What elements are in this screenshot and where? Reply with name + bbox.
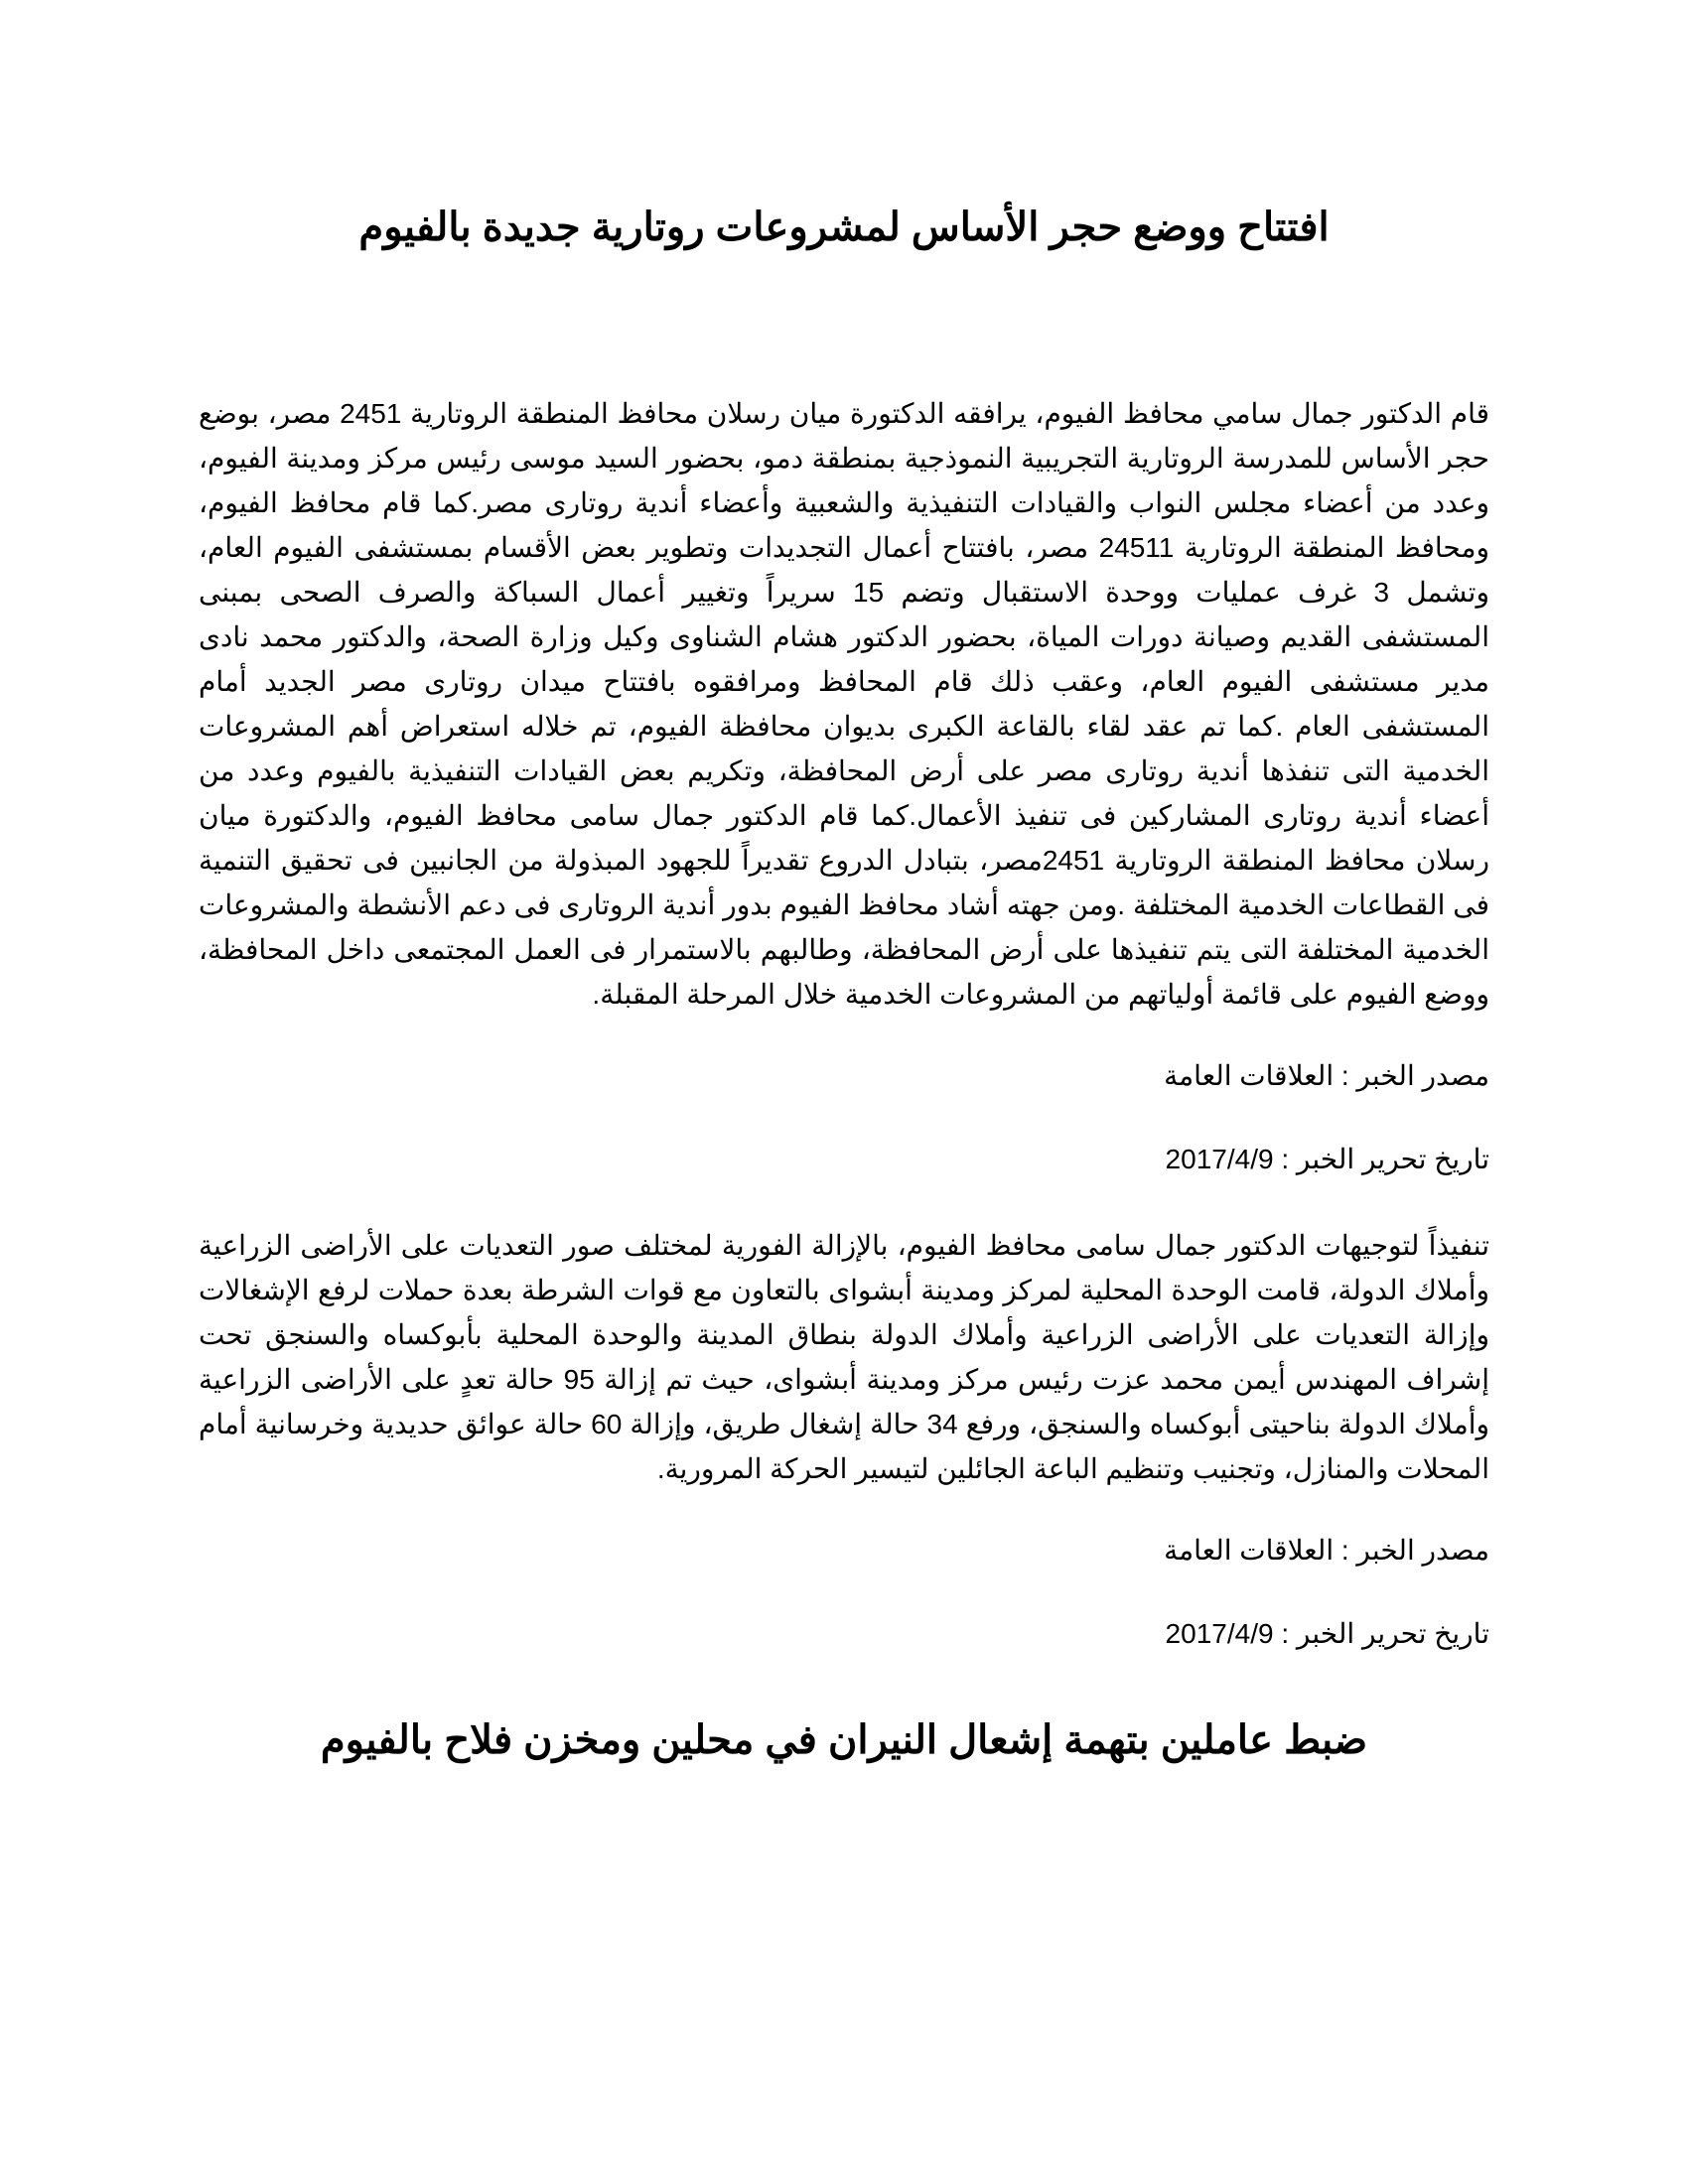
news-source: مصدر الخبر : العلاقات العامة (1164, 1535, 1489, 1566)
article-body: تنفيذاً لتوجيهات الدكتور جمال سامى محافظ الفيوم، بالإزالة الفورية لمختلف صور التعديات على الأراضى الزراعية وأملاك الدولة، قامت الوحدة المحلية لمركز ومدينة أبشواى بالتعاون مع قوات الشرطة بعدة حملات لرفع الإشغالات وإزالة التعديات على الأراضى الزراعية وأملاك الدولة بنطاق المدينة والوحدة المحلية بأبوكساه والسنجق تحت إشراف المهندس أيمن محمد عزت رئيس مركز ومدينة أبشواى، حيث تم إزالة 95 حالة تعدٍ على الأراضى الزراعية وأملاك الدولة بناحيتى أبوكساه والسنجق، ورفع 34 حالة إشغال طريق، وإزالة 60 حالة عوائق حديدية وخرسانية أمام المحلات والمنازل، وتجنيب وتنظيم الباعة الجائلين لتيسير الحركة المرورية. (199, 1230, 1489, 1484)
article-title: ضبط عاملين بتهمة إشعال النيران في محلين ومخزن فلاح بالفيوم (320, 1718, 1368, 1762)
news-source: مصدر الخبر : العلاقات العامة (1164, 1060, 1489, 1091)
article-body: قام الدكتور جمال سامي محافظ الفيوم، يرافقه الدكتورة ميان رسلان محافظ المنطقة الروتارية 2451 مصر، بوضع حجر الأساس للمدرسة الروتارية التجريبية النموذجية بمنطقة دمو، بحضور السيد موسى رئيس مركز ومدينة الفيوم، وعدد من أعضاء مجلس النواب والقيادات التنفيذية والشعبية وأعضاء أندية روتارى مصر.كما قام محافظ الفيوم، ومحافظ المنطقة الروتارية 24511 مصر، بافتتاح أعمال التجديدات وتطوير بعض الأقسام بمستشفى الفيوم العام، وتشمل 3 غرف عمليات ووحدة الاستقبال وتضم 15 سريراً وتغيير أعمال السباكة والصرف الصحى بمبنى المستشفى القديم وصيانة دورات المياة، بحضور الدكتور هشام الشناوى وكيل وزارة الصحة، والدكتور محمد نادى مدير مستشفى الفيوم العام، وعقب ذلك قام المحافظ ومرافقوه بافتتاح ميدان روتارى مصر الجديد أمام المستشفى العام .كما تم عقد لقاء بالقاعة الكبرى بديوان محافظة الفيوم، تم خلاله استعراض أهم المشروعات الخدمية التى تنفذها أندية روتارى مصر على أرض المحافظة، وتكريم بعض القيادات التنفيذية بالفيوم وعدد من أعضاء أندية روتارى المشاركين فى تنفيذ الأعمال.كما قام الدكتور جمال سامى محافظ الفيوم، والدكتورة ميان رسلان محافظ المنطقة الروتارية 2451مصر، بتبادل الدروع تقديراً للجهود المبذولة من الجانبين فى تحقيق التنمية فى القطاعات الخدمية المختلفة .ومن جهته أشاد محافظ الفيوم بدور أندية الروتارى فى دعم الأنشطة والمشروعات الخدمية المختلفة التى يتم تنفيذها على أرض المحافظة، وطالبهم بالاستمرار فى العمل المجتمعى داخل المحافظة، ووضع الفيوم على قائمة أولياتهم من المشروعات الخدمية خلال المرحلة المقبلة. (199, 398, 1490, 1010)
news-date: تاريخ تحرير الخبر : 2017/4/9 (1165, 1144, 1489, 1174)
news-date: تاريخ تحرير الخبر : 2017/4/9 (1165, 1618, 1489, 1649)
article-title: افتتاح ووضع حجر الأساس لمشروعات روتارية جديدة بالفيوم (358, 205, 1330, 249)
